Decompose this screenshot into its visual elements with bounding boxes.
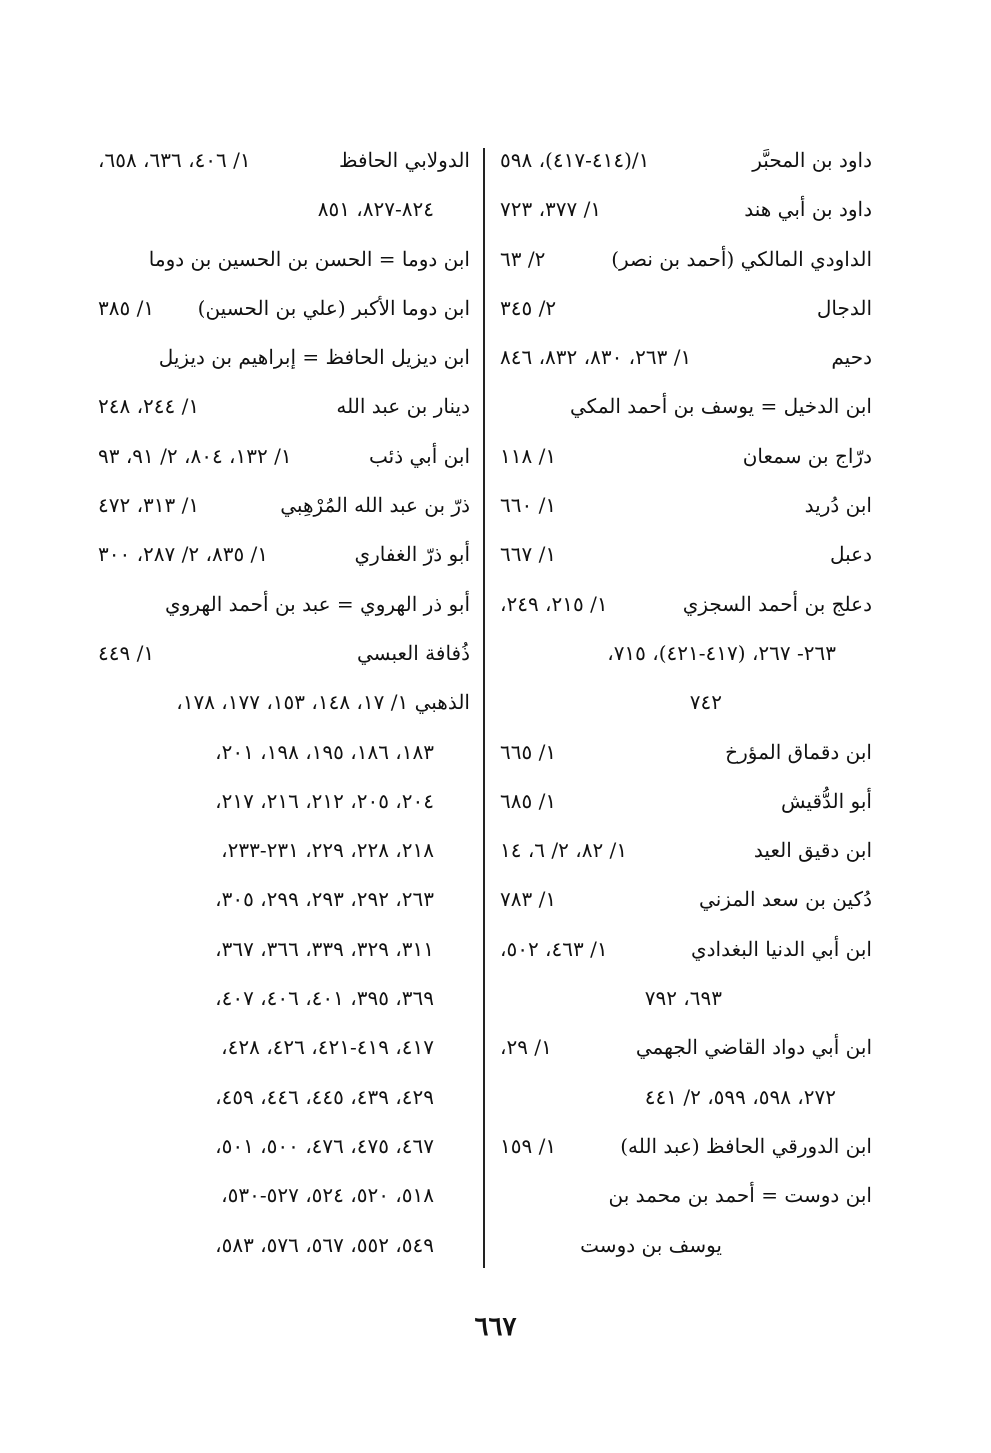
index-entry — [500, 678, 872, 727]
entry-name: ابن أبي دواد القاضي الجهمي — [635, 1035, 872, 1060]
entry-name: دحيم — [831, 345, 872, 370]
index-entry — [98, 481, 470, 530]
index-entry — [98, 1023, 470, 1072]
entry-name: ذرّ بن عبد الله المُرْهِبي — [280, 493, 470, 518]
index-entry — [98, 826, 470, 875]
entry-refs: ١/ ٤٤٩ — [98, 640, 155, 665]
entry-text: الذهبي ١/ ١٧، ١٤٨، ١٥٣، ١٧٧، ١٧٨، — [176, 690, 470, 715]
entry-refs: ١/ ٢٩، — [500, 1035, 552, 1060]
entry-refs: ١/ ٦٦٠ — [500, 493, 557, 518]
entry-continuation: ٧٤٢ — [689, 690, 722, 715]
index-entry — [500, 629, 872, 678]
index-entry — [500, 875, 872, 924]
index-entry — [500, 777, 872, 826]
entry-continuation: ١٨٣، ١٨٦، ١٩٥، ١٩٨، ٢٠١، — [215, 739, 434, 764]
index-entry — [98, 284, 470, 333]
entry-continuation: ٤٢٩، ٤٣٩، ٤٤٥، ٤٤٦، ٤٥٩، — [215, 1084, 434, 1109]
entry-refs: ١/ ٤٦٣، ٥٠٢، — [500, 936, 608, 961]
index-entry — [500, 1221, 872, 1270]
index-column-right — [500, 136, 872, 1270]
index-entry — [500, 728, 872, 777]
index-entry — [98, 777, 470, 826]
index-entry — [98, 333, 470, 382]
index-entry — [500, 925, 872, 974]
entry-continuation: ٢٦٣- ٢٦٧، (٤١٧-٤٢١)، ٧١٥، — [607, 640, 836, 665]
entry-refs: ١/ ٦٨٥ — [500, 788, 557, 813]
entry-name: ابن دقيق العيد — [753, 838, 872, 863]
index-entry — [98, 136, 470, 185]
index-entry — [500, 382, 872, 431]
index-entry — [500, 185, 872, 234]
index-entry — [500, 974, 872, 1023]
index-entry — [500, 1073, 872, 1122]
index-entry — [500, 1171, 872, 1220]
entry-continuation: ٢٦٣، ٢٩٢، ٢٩٣، ٢٩٩، ٣٠٥، — [215, 887, 434, 912]
index-entry — [98, 1221, 470, 1270]
entry-name: درّاج بن سمعان — [742, 443, 872, 468]
entry-refs: ١/ ٨٣٥، ٢/ ٢٨٧، ٣٠٠ — [98, 542, 269, 567]
entry-refs: ١/ ٢٦٣، ٨٣٠، ٨٣٢، ٨٤٦ — [500, 345, 692, 370]
entry-refs: ١/ ٤٠٦، ٦٣٦، ٦٥٨، — [98, 148, 251, 172]
index-entry — [500, 1122, 872, 1171]
index-entry — [500, 826, 872, 875]
index-entry — [98, 1122, 470, 1171]
entry-refs: ١/ ٣١٣، ٤٧٢ — [98, 493, 200, 518]
index-entry — [98, 382, 470, 431]
entry-continuation: ٢٠٤، ٢٠٥، ٢١٢، ٢١٦، ٢١٧، — [215, 788, 434, 813]
index-entry — [500, 530, 872, 579]
entry-continuation: ٤١٧، ٤١٩-٤٢١، ٤٢٦، ٤٢٨، — [221, 1035, 434, 1060]
entry-refs: ١/ ٢٤٤، ٢٤٨ — [98, 394, 200, 419]
entry-continuation: ٣١١، ٣٢٩، ٣٣٩، ٣٦٦، ٣٦٧، — [215, 936, 434, 961]
entry-refs: ١/ ٣٧٧، ٧٢٣ — [500, 197, 602, 222]
index-entry — [98, 629, 470, 678]
entry-continuation: ٥٤٩، ٥٥٢، ٥٦٧، ٥٧٦، ٥٨٣، — [215, 1232, 434, 1257]
entry-continuation: ٨٢٤-٨٢٧، ٨٥١ — [317, 197, 434, 222]
entry-refs: ١/ ٧٨٣ — [500, 887, 557, 912]
entry-text: ابن دوما = الحسن بن الحسين بن دوما — [148, 246, 470, 271]
entry-name: ذُفافة العبسي — [356, 640, 470, 665]
index-entry — [98, 185, 470, 234]
entry-continuation: ٢١٨، ٢٢٨، ٢٢٩، ٢٣١-٢٣٣، — [221, 838, 434, 863]
entry-name: الدجال — [816, 295, 872, 320]
entry-name: ابن أبي الدنيا البغدادي — [690, 936, 872, 961]
entry-name: دعبل — [829, 542, 872, 567]
entry-text: ابن ديزيل الحافظ = إبراهيم بن ديزيل — [158, 345, 470, 370]
entry-name: ابن دوما الأكبر (علي بن الحسين) — [197, 295, 470, 320]
index-entry — [500, 1023, 872, 1072]
index-entry — [98, 728, 470, 777]
entry-name: دعلج بن أحمد السجزي — [682, 591, 872, 616]
entry-name: دينار بن عبد الله — [336, 394, 470, 419]
entry-name: ابن دقماق المؤرخ — [725, 739, 872, 764]
entry-name: ابن دُريد — [804, 493, 872, 518]
index-entry — [98, 925, 470, 974]
index-entry — [500, 235, 872, 284]
index-entry — [500, 333, 872, 382]
entry-continuation: ٢٧٢، ٥٩٨، ٥٩٩، ٢/ ٤٤١ — [644, 1084, 836, 1109]
index-entry — [500, 580, 872, 629]
entry-name: الدولابي الحافظ — [338, 148, 470, 172]
entry-name: دُكين بن سعد المزني — [699, 887, 872, 912]
entry-continuation: ٥١٨، ٥٢٠، ٥٢٤، ٥٢٧-٥٣٠، — [221, 1183, 434, 1208]
entry-continuation: ٤٦٧، ٤٧٥، ٤٧٦، ٥٠٠، ٥٠١، — [215, 1133, 434, 1158]
index-entry — [98, 1073, 470, 1122]
index-entry — [98, 875, 470, 924]
index-entry — [98, 1171, 470, 1220]
entry-name: داود بن أبي هند — [744, 197, 872, 222]
entry-name: داود بن المحبَّر — [752, 148, 872, 172]
entry-text: ابن الدخيل = يوسف بن أحمد المكي — [569, 394, 872, 419]
entry-name: الداودي المالكي (أحمد بن نصر) — [611, 246, 872, 271]
entry-refs: ١/ ٣٨٥ — [98, 295, 155, 320]
entry-name: ابن أبي ذئب — [369, 443, 470, 468]
entry-continuation: يوسف بن دوست — [580, 1232, 722, 1257]
index-entry — [500, 136, 872, 185]
index-column-left — [98, 136, 470, 1270]
page-number: ٦٦٧ — [474, 1312, 517, 1342]
index-entry — [98, 580, 470, 629]
index-entry — [98, 530, 470, 579]
entry-refs: ١/ ١٥٩ — [500, 1133, 557, 1158]
entry-refs: ١/ ١١٨ — [500, 443, 557, 468]
index-entry — [500, 481, 872, 530]
index-entry — [98, 235, 470, 284]
entry-refs: ١/ ٦٦٧ — [500, 542, 557, 567]
entry-refs: ٢/ ٦٣ — [500, 246, 546, 271]
index-entry — [98, 432, 470, 481]
index-entry — [500, 432, 872, 481]
index-entry — [98, 974, 470, 1023]
index-entry — [500, 284, 872, 333]
entry-refs: ١/ ٦٦٥ — [500, 739, 557, 764]
entry-refs: ٢/ ٣٤٥ — [500, 295, 557, 320]
entry-name: أبو الدُّقيش — [780, 788, 872, 813]
entry-text: ابن دوست = أحمد بن محمد بن — [608, 1183, 872, 1208]
entry-name: أبو ذرّ الغفاري — [354, 542, 470, 567]
entry-refs: ١/(٤١٤-٤١٧)، ٥٩٨ — [500, 148, 650, 172]
index-entry — [98, 678, 470, 727]
entry-name: ابن الدورقي الحافظ (عبد الله) — [620, 1133, 872, 1158]
entry-refs: ١/ ١٣٢، ٨٠٤، ٢/ ٩١، ٩٣ — [98, 443, 292, 468]
entry-continuation: ٦٩٣، ٧٩٢ — [644, 986, 722, 1011]
entry-text: أبو ذر الهروي = عبد بن أحمد الهروي — [165, 591, 470, 616]
entry-refs: ١/ ٨٢، ٢/ ٦، ١٤ — [500, 838, 628, 863]
entry-refs: ١/ ٢١٥، ٢٤٩، — [500, 591, 608, 616]
entry-continuation: ٣٦٩، ٣٩٥، ٤٠١، ٤٠٦، ٤٠٧، — [215, 986, 434, 1011]
column-divider — [483, 148, 485, 1268]
